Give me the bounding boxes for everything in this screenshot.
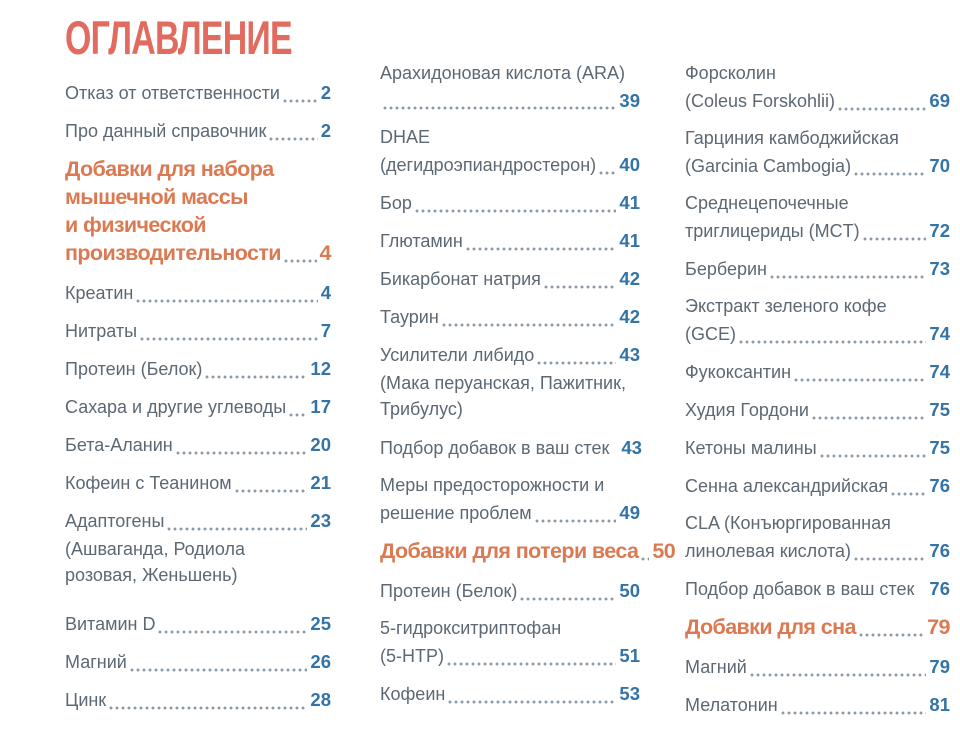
toc-leader-row — [65, 393, 331, 421]
toc-entry[interactable] — [380, 303, 640, 331]
toc-column-2 — [380, 12, 676, 729]
toc-entry[interactable] — [685, 125, 950, 180]
toc-entry[interactable] — [685, 190, 950, 245]
toc-leader-row — [65, 117, 331, 145]
toc-leader-row — [380, 577, 640, 605]
page-number: 20 — [310, 434, 331, 455]
toc-entry-label: Креатин — [65, 283, 134, 303]
dotted-leader — [537, 361, 616, 365]
toc-entry-label: Усилители либидо — [380, 345, 535, 365]
dotted-leader — [269, 137, 317, 141]
dotted-leader — [284, 259, 317, 263]
page-number: 74 — [929, 361, 950, 382]
toc-entry-line: розовая, Женьшень) — [65, 565, 238, 585]
dotted-leader — [891, 492, 926, 496]
dotted-leader — [544, 285, 617, 289]
dotted-leader — [442, 323, 617, 327]
toc-entry-label: Кетоны малины — [685, 438, 817, 458]
toc-entry-label: Протеин (Белок) — [380, 581, 518, 601]
dotted-leader — [447, 662, 616, 666]
toc-entry[interactable] — [65, 469, 331, 497]
toc-leader-row — [685, 434, 950, 462]
toc-entry-line: Трибулус) — [380, 399, 463, 419]
toc-entry-line: Гарциния камбоджийская — [685, 128, 899, 148]
page-number: 50 — [652, 539, 676, 563]
dotted-leader — [283, 99, 318, 103]
toc-leader-row — [685, 472, 950, 500]
page-number: 41 — [619, 192, 640, 213]
page-number: 81 — [929, 694, 950, 715]
toc-column-1-items — [65, 79, 331, 714]
toc-column-2-items — [380, 60, 676, 708]
toc-leader-row — [685, 320, 950, 348]
page-number: 53 — [619, 683, 640, 704]
page-number: 28 — [310, 689, 331, 710]
dotted-leader — [535, 519, 617, 523]
toc-entry[interactable] — [65, 317, 331, 345]
toc-leader-row — [65, 317, 331, 345]
toc-entry-label: Бета-Аланин — [65, 435, 173, 455]
toc-leader-row — [65, 648, 331, 676]
toc-leader-row — [380, 537, 676, 565]
page-number: 42 — [619, 306, 640, 327]
page-number: 43 — [619, 344, 640, 365]
toc-entry-label: (5-HTP) — [380, 646, 444, 666]
dotted-leader — [176, 451, 308, 455]
toc-entry-line: мышечной массы — [65, 185, 248, 209]
toc-entry-label: Фукоксантин — [685, 362, 792, 382]
toc-entry-label: Кофеин с Теанином — [65, 473, 232, 493]
page-number: 40 — [619, 154, 640, 175]
toc-entry[interactable] — [65, 79, 331, 107]
toc-leader-row — [65, 686, 331, 714]
toc-entry-line: CLA (Конъюргированная — [685, 513, 891, 533]
toc-leader-row — [380, 642, 640, 670]
toc-entry-line: и физической — [65, 213, 206, 237]
toc-leader-row — [685, 217, 950, 245]
toc-entry[interactable] — [380, 434, 640, 462]
toc-entry-label: Худия Гордони — [685, 400, 809, 420]
toc-entry-label: Витамин D — [65, 614, 156, 634]
toc-entry-line: (Ашваганда, Родиола — [65, 539, 245, 559]
page-number: 76 — [929, 475, 950, 496]
toc-leader-row — [685, 358, 950, 386]
page-number: 74 — [929, 323, 950, 344]
toc-entry-line: Меры предосторожности и — [380, 475, 605, 495]
page-number: 79 — [927, 615, 950, 639]
toc-leader-row — [380, 680, 640, 708]
toc-column-3 — [685, 12, 950, 729]
page-number: 4 — [319, 241, 331, 265]
toc-leader-row — [685, 653, 950, 681]
toc-entry-label: Бор — [380, 193, 412, 213]
toc-entry-label: Магний — [65, 652, 127, 672]
page-number: 26 — [310, 651, 331, 672]
toc-entry[interactable] — [380, 265, 640, 293]
toc-leader-row — [380, 151, 640, 179]
toc-entry-line: DHAE — [380, 127, 431, 147]
toc-entry[interactable] — [380, 577, 640, 605]
toc-leader-row — [65, 279, 331, 307]
page-number: 50 — [619, 580, 640, 601]
dotted-leader — [136, 299, 317, 303]
toc-leader-row — [65, 507, 331, 535]
dotted-leader — [466, 247, 617, 251]
toc-entry[interactable] — [380, 189, 640, 217]
toc-leader-row — [65, 469, 331, 497]
toc-entry[interactable] — [685, 653, 950, 681]
page-number: 42 — [619, 268, 640, 289]
dotted-leader — [109, 706, 307, 710]
toc-entry-label: Глютамин — [380, 231, 463, 251]
toc-entry[interactable] — [380, 60, 640, 114]
dotted-leader — [750, 673, 927, 677]
page-number: 49 — [619, 502, 640, 523]
dotted-leader — [520, 597, 616, 601]
toc-leader-row — [685, 396, 950, 424]
page-number: 7 — [320, 320, 331, 341]
toc-entry[interactable] — [685, 472, 950, 500]
dotted-leader — [917, 595, 926, 599]
page-number: 70 — [929, 155, 950, 176]
toc-entry-label: линолевая кислота) — [685, 541, 852, 561]
page-number: 79 — [929, 656, 950, 677]
toc-leader-row — [685, 87, 950, 115]
toc-entry-label: Сенна александрийская — [685, 476, 889, 496]
toc-entry[interactable] — [685, 575, 950, 603]
toc-entry-line: Экстракт зеленого кофе — [685, 296, 887, 316]
toc-leader-row — [380, 341, 640, 369]
dotted-leader — [383, 106, 616, 110]
toc-entry[interactable] — [65, 686, 331, 714]
toc-entry-label: Бикарбонат натрия — [380, 269, 541, 289]
toc-entry-line: (Мака перуанская, Пажитник, — [380, 373, 626, 393]
toc-leader-row — [380, 189, 640, 217]
toc-entry[interactable] — [65, 507, 331, 535]
dotted-leader — [612, 454, 618, 458]
page-number: 2 — [320, 82, 331, 103]
dotted-leader — [812, 416, 926, 420]
page-number: 72 — [929, 220, 950, 241]
toc-entry-label: производительности — [65, 241, 281, 265]
toc-leader-row — [685, 537, 950, 565]
toc-entry[interactable] — [685, 434, 950, 462]
toc-entry-label: (GCE) — [685, 324, 736, 344]
dotted-leader — [820, 454, 927, 458]
toc-entry[interactable] — [65, 610, 331, 638]
page-number: 51 — [619, 645, 640, 666]
toc-entry-note — [380, 370, 640, 422]
toc-leader-row — [685, 255, 950, 283]
page-number: 25 — [310, 613, 331, 634]
toc-section-heading[interactable] — [685, 613, 950, 641]
toc-entry-label: Добавки для сна — [685, 615, 856, 639]
page-number: 76 — [929, 540, 950, 561]
toc-entry-label: (Garcinia Cambogia) — [685, 156, 852, 176]
dotted-leader — [641, 557, 649, 561]
toc-entry[interactable] — [380, 341, 640, 369]
toc-entry[interactable] — [65, 393, 331, 421]
toc-leader-row — [380, 434, 640, 462]
toc-entry[interactable] — [380, 124, 640, 179]
page-number: 76 — [929, 578, 950, 599]
toc-entry[interactable] — [380, 472, 640, 527]
page-number: 41 — [619, 230, 640, 251]
page-number: 2 — [320, 120, 331, 141]
toc-leader-row — [380, 265, 640, 293]
dotted-leader — [770, 275, 926, 279]
toc-entry-label: (дегидроэпиандростерон) — [380, 155, 597, 175]
toc-leader-row — [685, 575, 950, 603]
toc-entry-note — [65, 536, 331, 588]
dotted-leader — [289, 413, 307, 417]
toc-entry-line: 5-гидрокситриптофан — [380, 618, 562, 638]
page-number: 4 — [320, 282, 331, 303]
toc-leader-row — [380, 87, 640, 114]
toc-entry[interactable] — [380, 680, 640, 708]
page-number: 12 — [310, 358, 331, 379]
toc-entry-label: Подбор добавок в ваш стек — [685, 579, 915, 599]
toc-leader-row — [65, 79, 331, 107]
toc-entry[interactable] — [380, 227, 640, 255]
toc-leader-row — [380, 227, 640, 255]
toc-entry-label: Протеин (Белок) — [65, 359, 203, 379]
page-number: 39 — [619, 90, 640, 111]
page-number: 73 — [929, 258, 950, 279]
toc-entry-label: Адаптогены — [65, 511, 165, 531]
toc-entry[interactable] — [685, 691, 950, 719]
dotted-leader — [794, 378, 926, 382]
toc-section-heading[interactable] — [65, 155, 331, 267]
toc-entry-line: Форсколин — [685, 63, 776, 83]
page-number: 75 — [929, 399, 950, 420]
toc-entry[interactable] — [685, 396, 950, 424]
dotted-leader — [838, 107, 926, 111]
toc-entry-label: Мелатонин — [685, 695, 778, 715]
toc-entry[interactable] — [685, 293, 950, 348]
toc-leader-row — [685, 613, 950, 641]
toc-leader-row — [65, 610, 331, 638]
toc-entry[interactable] — [65, 648, 331, 676]
dotted-leader — [130, 668, 308, 672]
toc-entry[interactable] — [685, 510, 950, 565]
toc-entry[interactable] — [65, 279, 331, 307]
toc-entry-label: Кофеин — [380, 684, 446, 704]
dotted-leader — [859, 633, 924, 637]
toc-entry-label: Таурин — [380, 307, 439, 327]
toc-entry[interactable] — [685, 255, 950, 283]
dotted-leader — [854, 172, 926, 176]
dotted-leader — [739, 340, 926, 344]
toc-column-3-items — [685, 60, 950, 719]
toc-entry-label: Магний — [685, 657, 747, 677]
page-title: ОГЛАВЛЕНИЕ — [65, 11, 292, 64]
toc-entry-label: триглицериды (MCT) — [685, 221, 860, 241]
dotted-leader — [599, 171, 616, 175]
toc-column-1 — [65, 12, 331, 729]
page-number: 75 — [929, 437, 950, 458]
toc-leader-row — [65, 239, 331, 267]
page-number: 69 — [929, 90, 950, 111]
page-number: 23 — [310, 510, 331, 531]
toc-entry[interactable] — [65, 431, 331, 459]
toc-entry-label: решение проблем — [380, 503, 532, 523]
toc-leader-row — [685, 691, 950, 719]
toc-entry[interactable] — [65, 117, 331, 145]
toc-entry-label: Отказ от ответственности — [65, 83, 280, 103]
dotted-leader — [854, 557, 926, 561]
dotted-leader — [167, 527, 307, 531]
dotted-leader — [140, 337, 318, 341]
dotted-leader — [158, 630, 307, 634]
toc-entry-line: Среднецепочечные — [685, 193, 849, 213]
page-number: 43 — [621, 437, 642, 458]
toc-entry-label: Подбор добавок в ваш стек — [380, 438, 610, 458]
toc-entry-line: Добавки для набора — [65, 157, 274, 181]
toc-leader-row — [380, 303, 640, 331]
toc-entry-label: Нитраты — [65, 321, 138, 341]
dotted-leader — [863, 237, 927, 241]
dotted-leader — [415, 209, 617, 213]
toc-leader-row — [685, 152, 950, 180]
toc-entry[interactable] — [685, 358, 950, 386]
toc-leader-row — [65, 355, 331, 383]
toc-entry[interactable] — [380, 615, 640, 670]
toc-entry-label: Берберин — [685, 259, 767, 279]
toc-leader-row — [380, 499, 640, 527]
toc-leader-row — [65, 431, 331, 459]
page-number: 17 — [310, 396, 331, 417]
toc-entry-label: Про данный справочник — [65, 121, 267, 141]
toc-entry-label: Сахара и другие углеводы — [65, 397, 287, 417]
dotted-leader — [205, 375, 307, 379]
toc-entry-label: (Coleus Forskohlii) — [685, 91, 836, 111]
toc-entry[interactable] — [685, 60, 950, 115]
dotted-leader — [448, 700, 616, 704]
page-number: 21 — [310, 472, 331, 493]
toc-entry-label: Цинк — [65, 690, 107, 710]
dotted-leader — [235, 489, 308, 493]
toc-entry[interactable] — [65, 355, 331, 383]
toc-section-heading[interactable] — [380, 537, 676, 565]
toc-entry-line: Арахидоновая кислота (ARA) — [380, 63, 625, 83]
dotted-leader — [781, 711, 927, 715]
toc-entry-label: Добавки для потери веса — [380, 539, 639, 563]
